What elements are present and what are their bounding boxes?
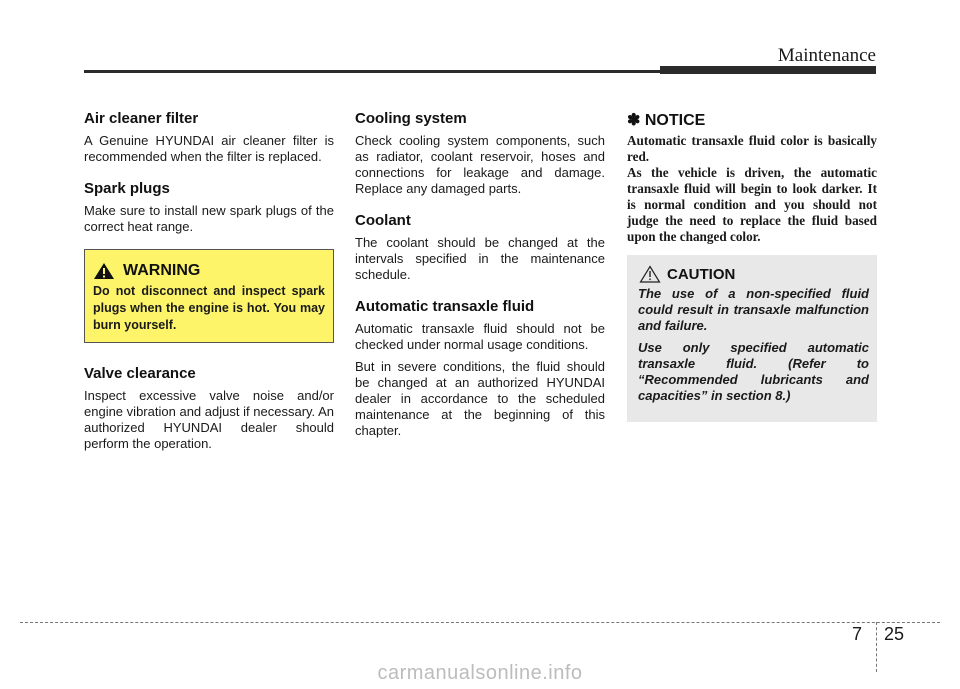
warning-box: [84, 249, 334, 343]
caution-text-2: Use only specified automatic transaxle fluid. (Refer to “Recommended lubricants and capacities” in section 8.): [638, 340, 869, 403]
page-header-title: Maintenance: [777, 45, 876, 66]
spark-plugs-heading: Spark plugs: [84, 180, 170, 197]
footer-rule: [20, 622, 940, 623]
coolant-text: The coolant should be changed at the intervals specified in the maintenance schedule.: [355, 235, 605, 282]
warning-text: Do not disconnect and inspect spark plugs when the engine is hot. You may burn yourself.: [93, 284, 325, 332]
caution-icon: [639, 265, 661, 283]
section-spark-plugs: [84, 180, 334, 235]
section-cooling-system: [355, 110, 605, 197]
cooling-system-text: Check cooling system components, such as radiator, coolant reservoir, hoses and connections for leakage and damage. Replace any damaged parts.: [355, 133, 605, 196]
spark-plugs-text: Make sure to install new spark plugs of the correct heat range.: [84, 203, 334, 234]
header-rule-thin: [84, 70, 660, 73]
page-number: 25: [884, 624, 905, 644]
column-left: [84, 110, 334, 458]
header-rule-thick: [660, 66, 876, 74]
notice-title: ✽ NOTICE: [627, 112, 706, 129]
warning-title: WARNING: [123, 262, 201, 279]
watermark-text: carmanualsonline.info: [377, 662, 583, 684]
caution-box: [627, 255, 877, 422]
valve-clearance-heading: Valve clearance: [84, 365, 196, 382]
coolant-heading: Coolant: [355, 212, 411, 229]
section-valve-clearance: [84, 365, 334, 452]
section-air-cleaner-filter: [84, 110, 334, 165]
air-filter-text: A Genuine HYUNDAI air cleaner filter is recommended when the filter is replaced.: [84, 133, 334, 164]
section-automatic-transaxle-fluid: [355, 298, 605, 439]
notice-section: [627, 110, 877, 245]
notice-text-2: As the vehicle is driven, the automatic transaxle fluid will begin to look darker. It is normal condition and you should not judge the need to replace the fluid based upon the changed color.: [627, 165, 877, 244]
chapter-number: 7: [852, 624, 863, 644]
caution-text-1: The use of a non-specified fluid could result in transaxle malfunction and failure.: [638, 286, 869, 333]
caution-title: CAUTION: [667, 265, 736, 283]
section-coolant: [355, 212, 605, 283]
cooling-system-heading: Cooling system: [355, 110, 467, 127]
atf-text-1: Automatic transaxle fluid should not be checked under normal usage conditions.: [355, 321, 605, 352]
warning-icon: [93, 262, 115, 280]
valve-clearance-text: Inspect excessive valve noise and/or engine vibration and adjust if necessary. An authorized HYUNDAI dealer should perform the operation.: [84, 388, 334, 451]
atf-text-2: But in severe conditions, the fluid should be changed at an authorized HYUNDAI dealer in accordance to the scheduled maintenance at the beginning of this chapter.: [355, 359, 605, 438]
column-middle: [355, 110, 605, 445]
air-filter-heading: Air cleaner filter: [84, 110, 199, 127]
column-right: [627, 110, 877, 422]
notice-text-1: Automatic transaxle fluid color is basically red.: [627, 133, 877, 164]
atf-heading: Automatic transaxle fluid: [355, 298, 535, 315]
